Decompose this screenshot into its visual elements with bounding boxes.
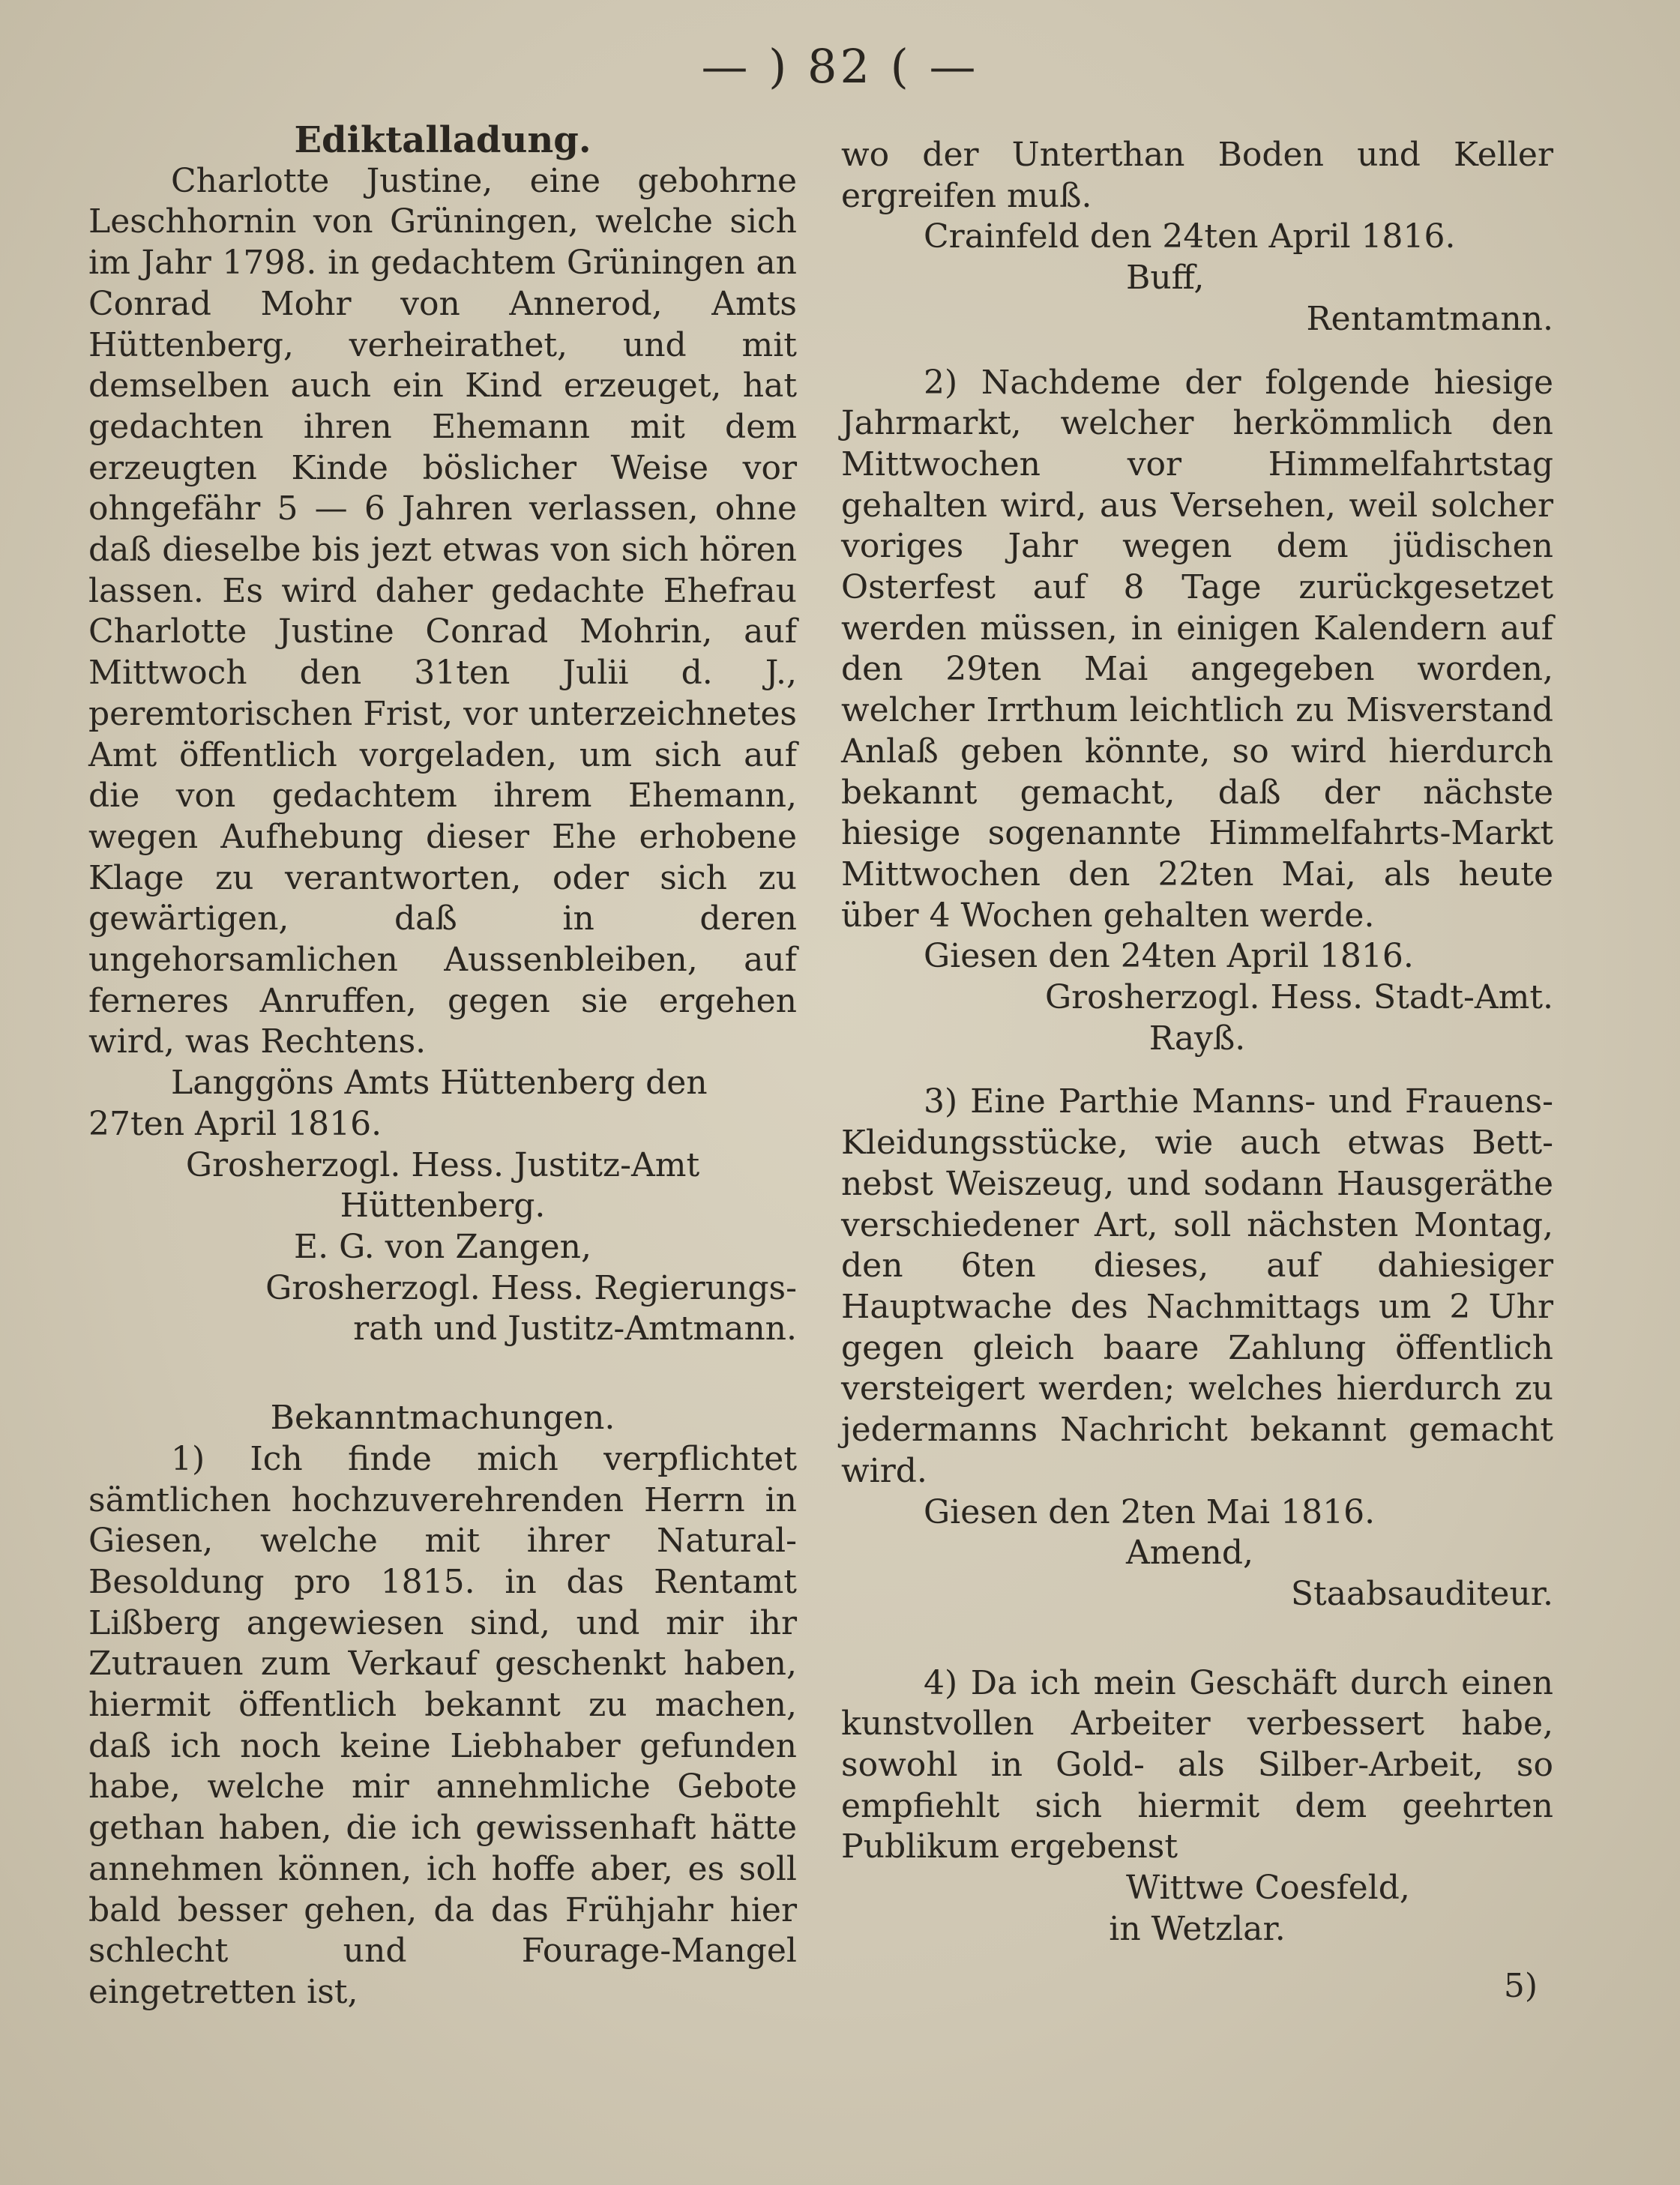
edict-signer-title2: rath und Justitz-Amtmann. — [353, 1310, 797, 1348]
notice-1-signer: Buff, — [1126, 259, 1205, 298]
announcements-title: Bekanntmachungen. — [270, 1399, 615, 1438]
notice-1-signer-title: Rentamtmann. — [1306, 299, 1553, 338]
edict-office-line2: Hüttenberg. — [340, 1187, 546, 1226]
edict-body: Charlotte Justine, eine gebohrne Leschhornin von Grüningen, welche sich im Jahr 1798. in gedachtem Grüningen an Conrad Mohr von Annerod, Amts Hüttenberg, verheirathet, und mit demselben auch ein Kind erzeuget, hat gedachten ihren Ehemann mit dem erzeugten Kinde böslicher Weise vor ohngefähr 5 — 6 Jahren verlassen, ohne daß dieselbe bis jezt etwas von sich hören lassen. Es wird daher gedachte Ehefrau Charlotte Justine Conrad Mohrin, auf Mittwoch den 31ten Julii d. J., peremtorischen Frist, vor unterzeichnetes Amt öffentlich vorgeladen, um sich auf die von gedachtem ihrem Ehemann, wegen Aufhebung dieser Ehe erhobene Klage zu verantworten, oder sich zu gewärtigen, daß in deren ungehorsamlichen Aussenbleiben, auf ferneres Anruffen, gegen sie ergehen wird, was Rechtens. — [88, 161, 797, 1061]
notice-3-signer: Amend, — [1126, 1534, 1254, 1573]
notice-1-date: Crainfeld den 24ten April 1816. — [924, 217, 1456, 256]
notice-1-continuation: wo der Unterthan Boden und Keller ergreifen muß. — [841, 136, 1553, 215]
notice-4-body: 4) Da ich mein Geschäft durch einen kunstvollen Arbeiter verbessert habe, sowohl in Gold- als Silber-Arbeit, so empfiehlt sich hiermit dem geehrten Publikum ergebenst — [841, 1663, 1553, 1866]
notice-4-signer: Wittwe Coesfeld, — [1126, 1869, 1410, 1908]
notice-3-date: Giesen den 2ten Mai 1816. — [924, 1492, 1376, 1531]
edict-title: Ediktalladung. — [294, 119, 591, 161]
edict-office-line1: Grosherzogl. Hess. Justitz-Amt — [185, 1145, 700, 1184]
catchword: 5) — [1503, 1967, 1538, 2005]
notice-3-body: 3) Eine Parthie Manns- und Frauens-Kleidungsstücke, wie auch etwas Bett- nebst Weiszeug, und sodann Hausgeräthe verschiedener Art, soll nächsten Montag, den 6ten dieses, auf dahiesiger Hauptwache des Nachmittags um 2 Uhr gegen gleich baare Zahlung öffentlich versteigert werden; welches hierdurch zu jedermanns Nachricht bekannt gemacht wird. — [841, 1082, 1553, 1490]
edict-date: Langgöns Amts Hüttenberg den 27ten April 1816. — [88, 1064, 708, 1143]
notice-1-body: 1) Ich finde mich verpflichtet sämtlichen hochzuverehrenden Herrn in Giesen, welche mit ihrer Natural-Besoldung pro 1815. in das Rentamt Lißberg angewiesen sind, und mir ihr Zutrauen zum Verkauf geschenkt haben, hiermit öffentlich bekannt zu machen, daß ich noch keine Liebhaber gefunden habe, welche mir annehmliche Gebote gethan haben, die ich gewissenhaft hätte annehmen können, ich hoffe aber, es soll bald besser gehen, da das Frühjahr hier schlecht und Fourage-Mangel eingetretten ist, — [88, 1439, 797, 2011]
notice-3-signer-title: Staabsauditeur. — [1290, 1574, 1553, 1613]
edict-signer: E. G. von Zangen, — [294, 1227, 591, 1266]
notice-2-office: Grosherzogl. Hess. Stadt-Amt. — [1044, 978, 1553, 1017]
left-column — [88, 120, 797, 2013]
notice-2-date: Giesen den 24ten April 1816. — [924, 937, 1414, 976]
notice-2-signer: Rayß. — [1148, 1019, 1246, 1058]
notice-2-body: 2) Nachdeme der folgende hiesige Jahrmarkt, welcher herkömmlich den Mittwochen vor Himmelfahrtstag gehalten wird, aus Versehen, weil solcher voriges Jahr wegen dem jüdischen Osterfest auf 8 Tage zurückgesetzet werden müssen, in einigen Kalendern auf den 29ten Mai angegeben worden, welcher Irrthum leichtlich zu Misverstand Anlaß geben könnte, so wird hierdurch bekannt gemacht, daß der nächste hiesige sogenannte Himmelfahrts-Markt Mittwochen den 22ten Mai, als heute über 4 Wochen gehalten werde. — [841, 363, 1553, 935]
page-header: — ) 82 ( — — [701, 39, 979, 94]
right-column — [841, 135, 1553, 1950]
notice-4-place: in Wetzlar. — [1109, 1909, 1286, 1948]
edict-signer-title1: Grosherzogl. Hess. Regierungs- — [265, 1268, 797, 1307]
